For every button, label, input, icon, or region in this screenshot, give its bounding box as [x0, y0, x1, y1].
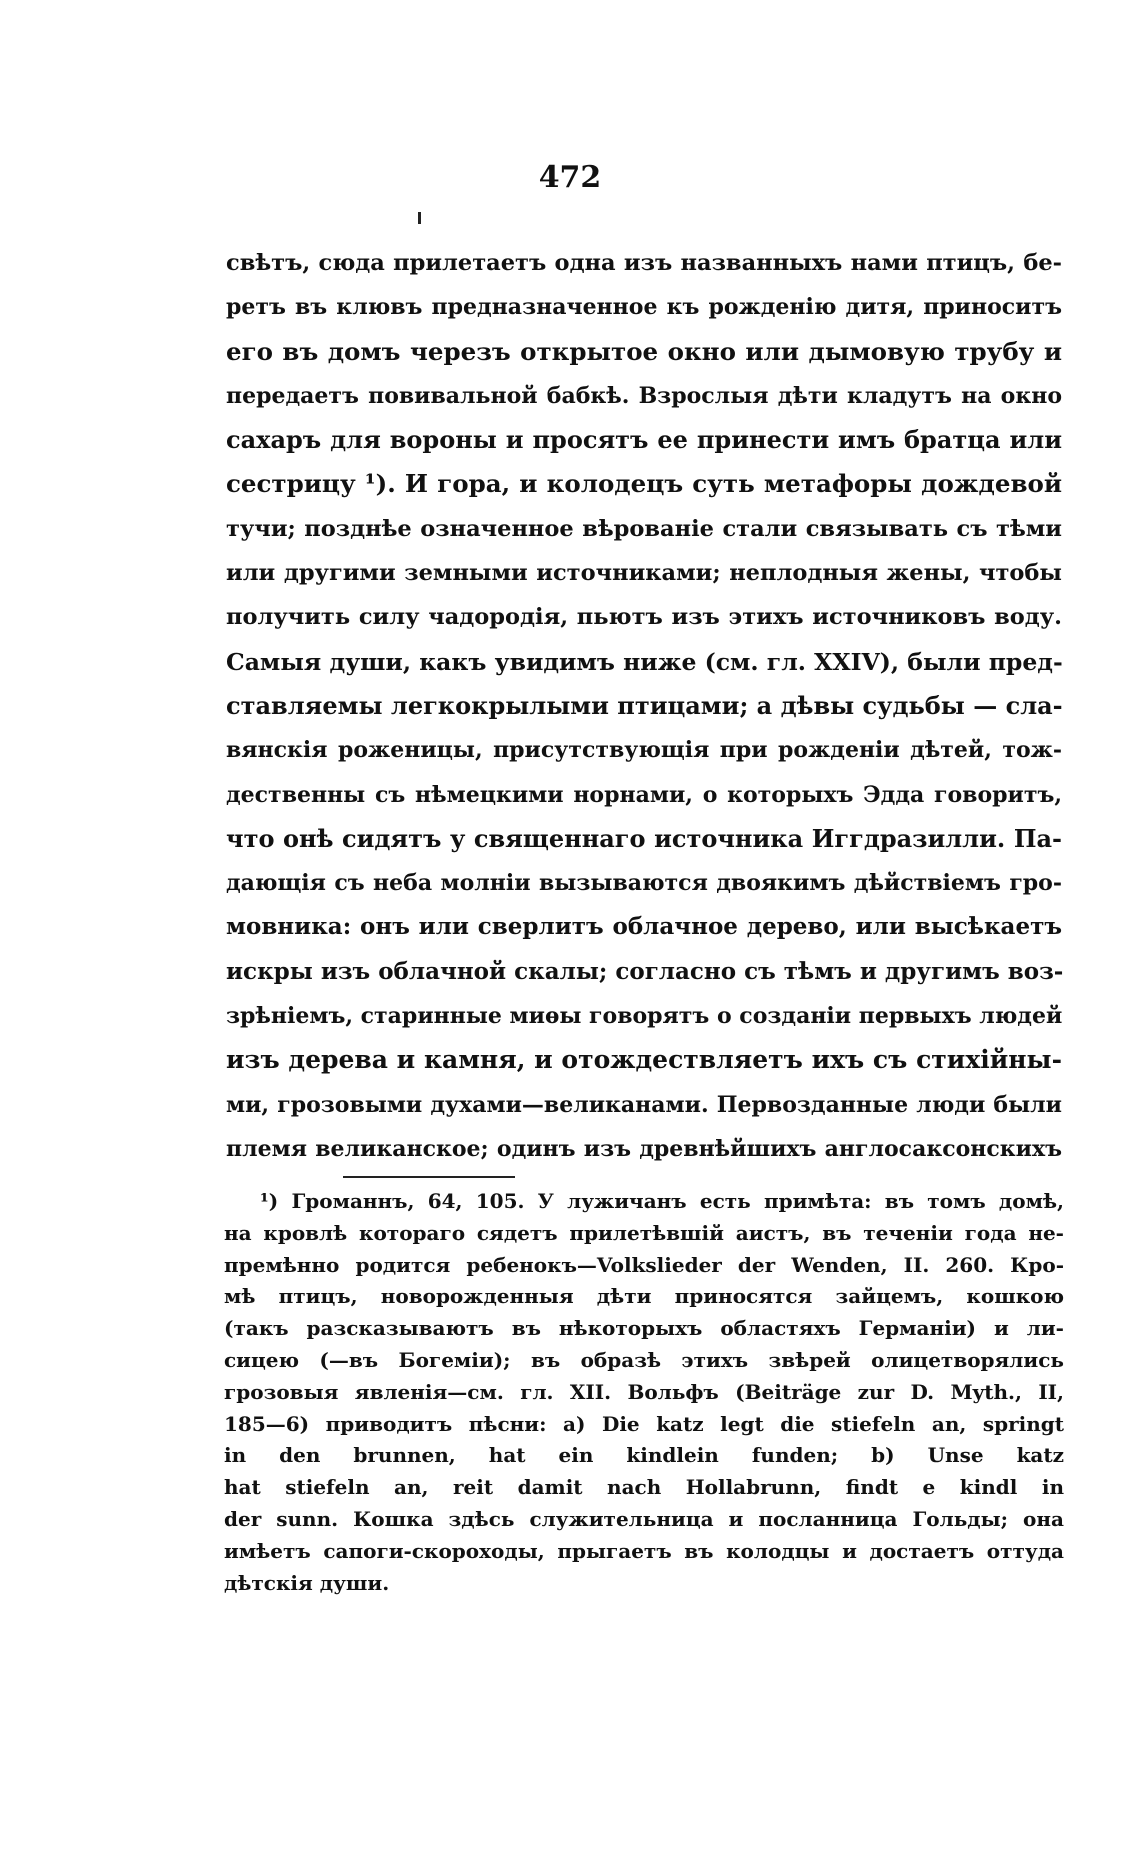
- main-text-line: сахаръ для вороны и просятъ ее принести имъ братца или: [226, 425, 1062, 455]
- main-text-line: дающія съ неба молніи вызываются двоякимъ дѣйствіемъ гро-: [226, 870, 1062, 897]
- main-text-line: вянскія роженицы, присутствующія при рожденіи дѣтей, тож-: [226, 737, 1062, 764]
- main-text-line: тучи; позднѣе означенное вѣрованіе стали связывать съ тѣми: [226, 515, 1062, 542]
- main-text-line: ретъ въ клювъ предназначенное къ рожденію дитя, приноситъ: [226, 294, 1062, 321]
- page-number: 472: [538, 160, 602, 195]
- main-text-line: его въ домъ черезъ открытое окно или дымовую трубу и: [226, 336, 1062, 366]
- footnote-line: дѣтскія души.: [224, 1570, 390, 1595]
- footnote-line: (такъ разсказываютъ въ нѣкоторыхъ областяхъ Германіи) и ли-: [224, 1316, 1064, 1341]
- main-text-line: дественны съ нѣмецкими норнами, о которыхъ Эдда говоритъ,: [226, 781, 1062, 808]
- main-text-line: изъ дерева и камня, и отождествляетъ ихъ съ стихійны-: [226, 1045, 1062, 1075]
- main-text: [226, 241, 1062, 1171]
- main-text-line: получить силу чадородія, пьютъ изъ этихъ источниковъ воду.: [226, 604, 1062, 631]
- main-text-line: мовника: онъ или сверлитъ облачное дерево, или высѣкаетъ: [226, 913, 1062, 941]
- main-text-line: или другими земными источниками; неплодныя жены, чтобы: [226, 560, 1062, 587]
- main-text-line: что онѣ сидятъ у священнаго источника Иггдразилли. Па-: [226, 823, 1062, 853]
- footnote-line: мѣ птицъ, новорожденныя дѣти приносятся зайцемъ, кошкою: [224, 1284, 1064, 1309]
- footnote-line: in den brunnen, hat ein kindlein funden; b) Unse katz: [224, 1443, 1064, 1468]
- main-text-line: сестрицу ¹). И гора, и колодецъ суть метафоры дождевой: [226, 469, 1062, 499]
- main-text-line: ми, грозовыми духами—великанами. Первозданные люди были: [226, 1091, 1062, 1118]
- main-text-line: Самыя души, какъ увидимъ ниже (см. гл. XXIV), были пред-: [226, 647, 1063, 676]
- footnote-line: ¹) Громаннъ, 64, 105. У лужичанъ есть примѣта: въ томъ домѣ,: [260, 1189, 1064, 1213]
- main-text-line: искры изъ облачной скалы; согласно съ тѣмъ и другимъ воз-: [226, 957, 1064, 985]
- footnote-line: на кровлѣ котораго сядетъ прилетѣвшій аистъ, въ теченіи года не-: [224, 1220, 1064, 1245]
- footnote-line: 185—6) приводитъ пѣсни: a) Die katz legt die stiefeln an, springt: [224, 1411, 1064, 1436]
- footnote-line: грозовыя явленія—см. гл. XII. Вольфъ (Beiträge zur D. Myth., II,: [224, 1379, 1064, 1404]
- main-text-line: племя великанское; одинъ изъ древнѣйшихъ англосаксонскихъ: [226, 1135, 1062, 1162]
- main-text-line: свѣтъ, сюда прилетаетъ одна изъ названныхъ нами птицъ, бе-: [226, 250, 1062, 276]
- main-text-line: зрѣніемъ, старинные миѳы говорятъ о созданіи первыхъ людей: [226, 1003, 1063, 1030]
- footnote: [224, 1186, 1064, 1599]
- stray-mark: [418, 212, 421, 224]
- footnote-line: hat stiefeln an, reit damit nach Hollabrunn, findt e kindl in: [224, 1475, 1064, 1500]
- footnote-line: сицею (—въ Богеміи); въ образѣ этихъ звѣрей олицетворялись: [224, 1347, 1064, 1372]
- footnote-line: премѣнно родится ребенокъ—Volkslieder der Wenden, II. 260. Кро-: [224, 1252, 1064, 1277]
- main-text-line: передаетъ повивальной бабкѣ. Взрослыя дѣти кладутъ на окно: [226, 382, 1062, 409]
- footnote-line: имѣетъ сапоги-скороходы, прыгаетъ въ колодцы и достаетъ оттуда: [224, 1538, 1064, 1563]
- footnote-line: der sunn. Кошка здѣсь служительница и посланница Гольды; она: [224, 1506, 1064, 1531]
- main-text-line: ставляемы легкокрылыми птицами; а дѣвы судьбы — сла-: [226, 690, 1063, 720]
- footnote-divider: [343, 1176, 515, 1178]
